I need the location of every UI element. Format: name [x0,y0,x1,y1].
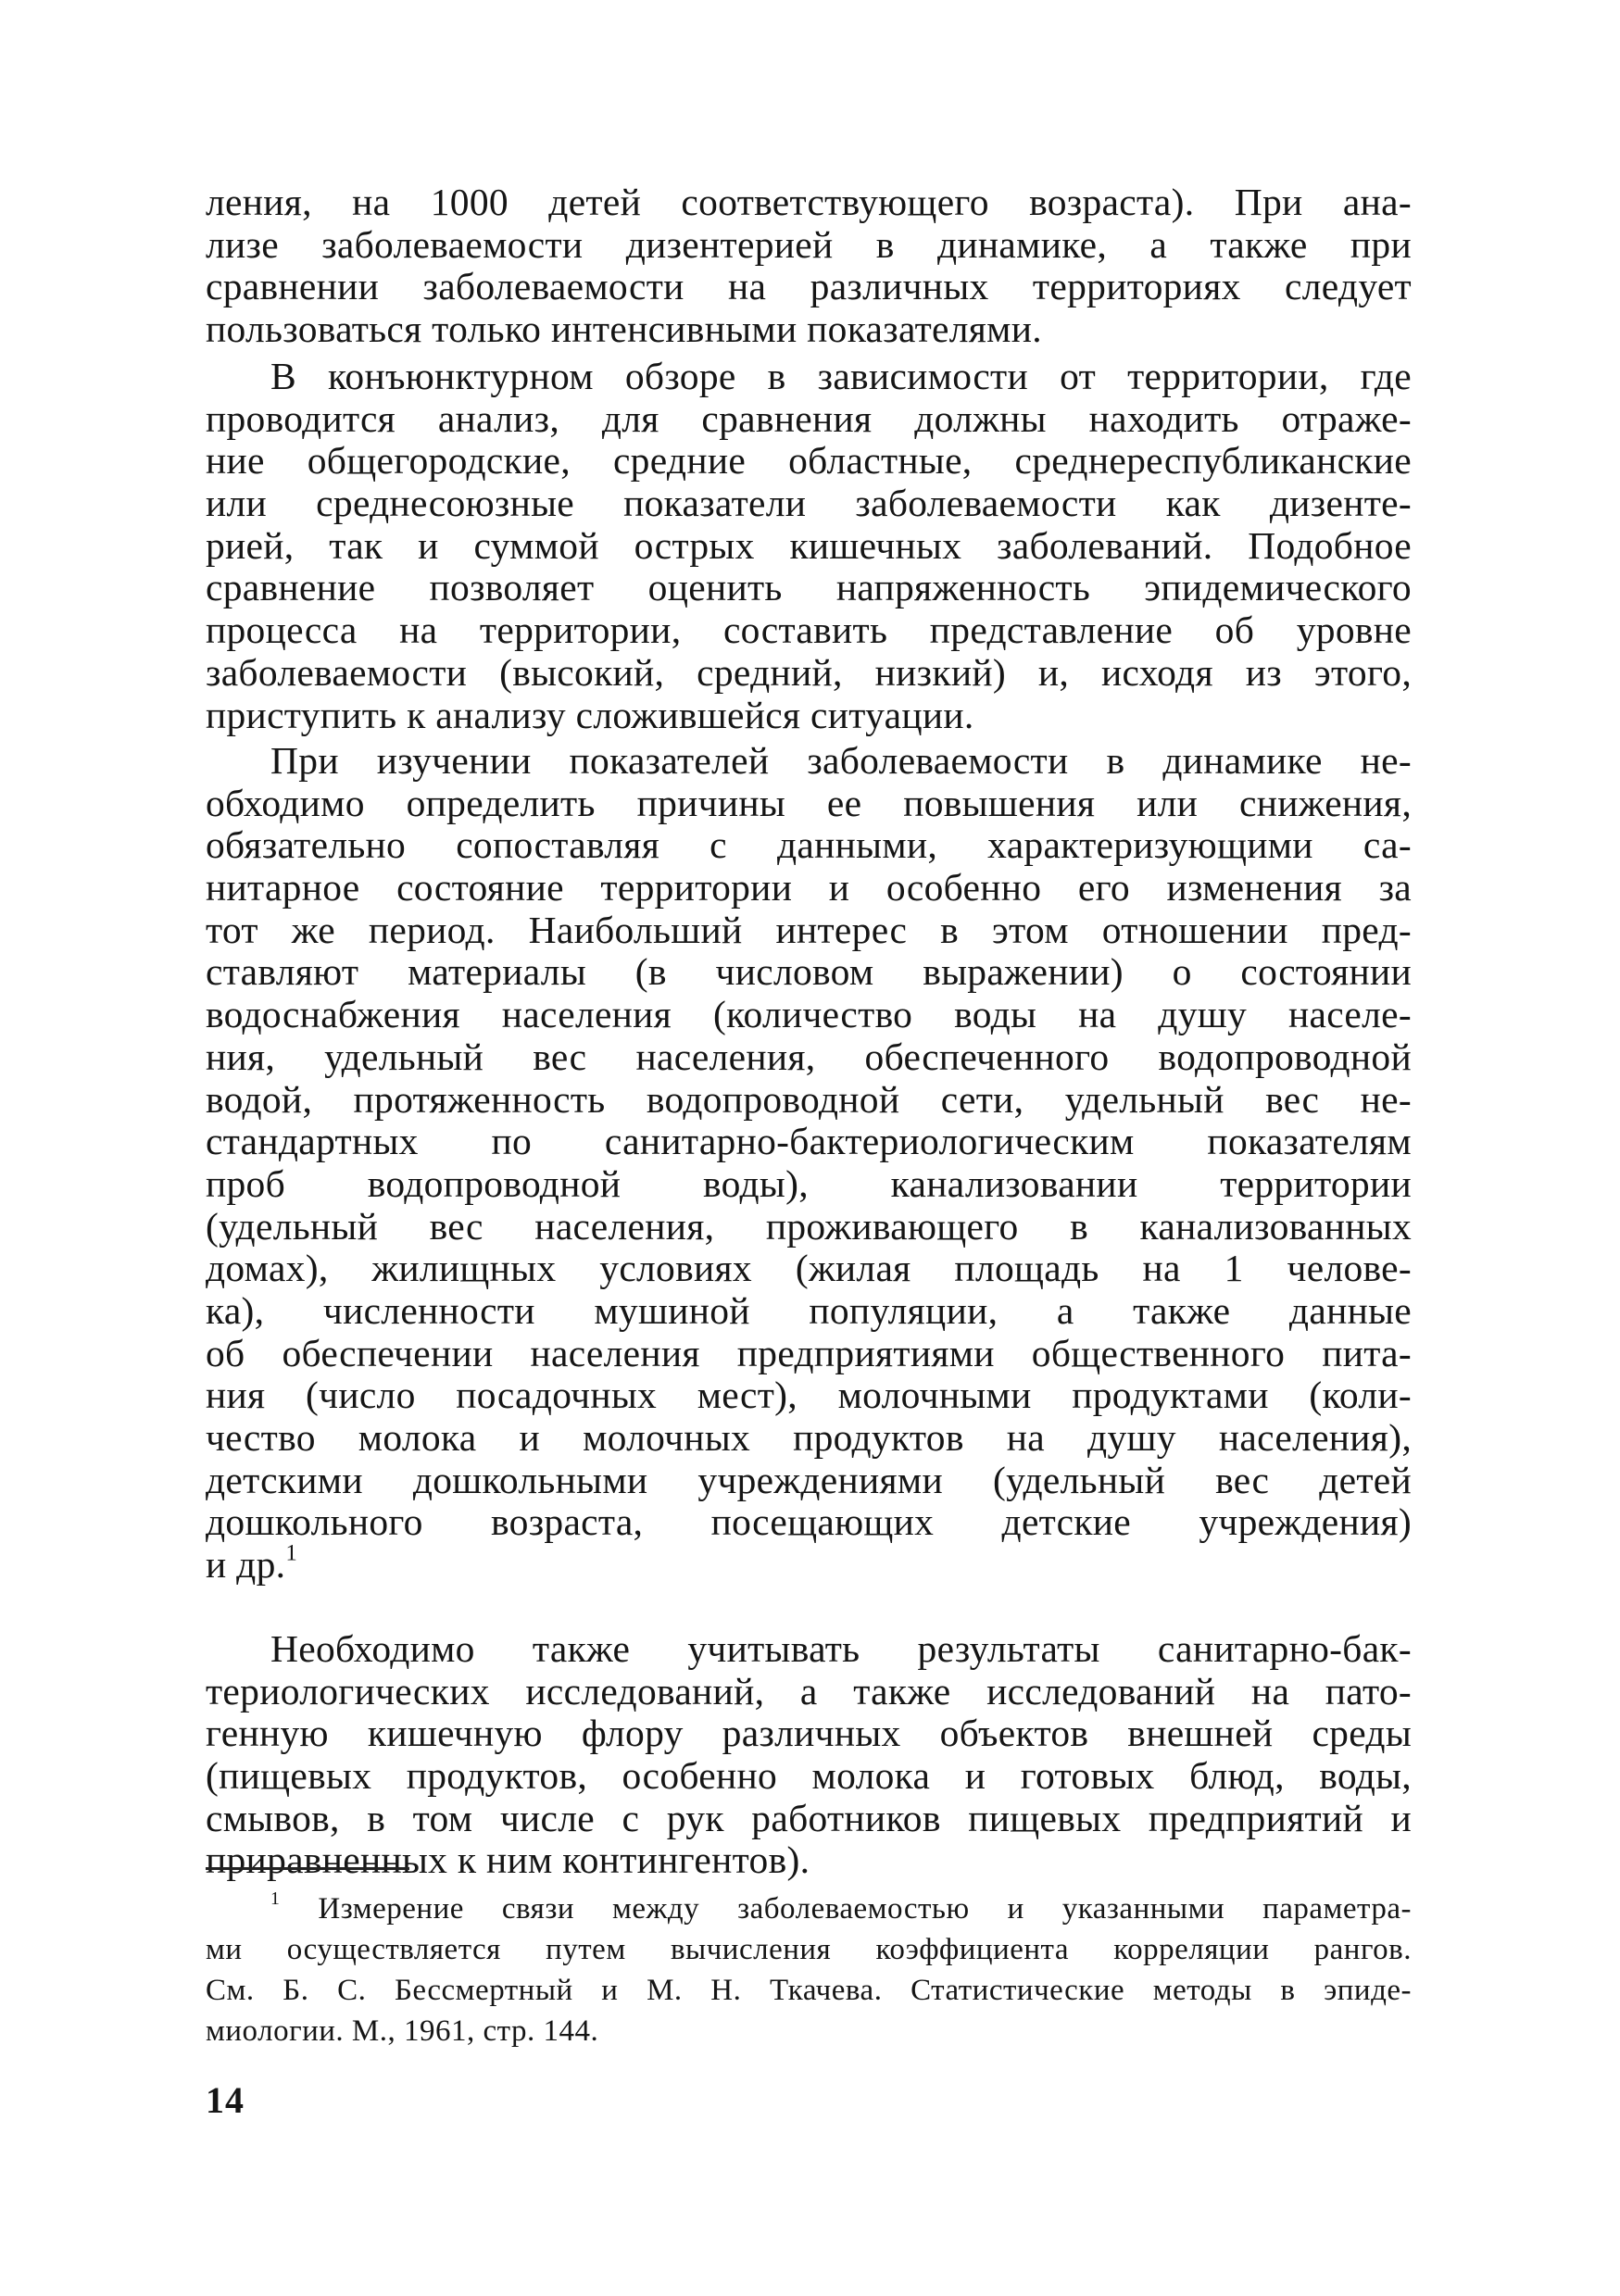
text-line: приступить к анализу сложившейся ситуации. [206,693,974,736]
text-line: ния (число посадочных мест), молочными продуктами (коли- [206,1374,1412,1417]
text-line: обязательно сопоставляя с данными, характеризующими са- [206,823,1412,867]
text-line: ления, на 1000 детей соответствующего возраста). При ана- [206,181,1412,223]
text-line: сравнении заболеваемости на различных территориях следует [206,265,1412,308]
text-line: дошкольного возраста, посещающих детские учреждения) [206,1500,1412,1544]
text-line: (удельный вес населения, проживающего в канализованных [206,1204,1412,1248]
text-line: рией, так и суммой острых кишечных заболеваний. Подобное [206,523,1412,567]
text-line: проб водопроводной воды), канализовании территории [206,1161,1412,1205]
text-line: стандартных по санитарно-бактериологическим показателям [206,1120,1412,1163]
footnote-divider [206,1867,409,1870]
text-line: смывов, в том числе с рук работников пищевых предприятий и [206,1796,1412,1839]
footnote-line: См. Б. С. Бессмертный и М. Н. Ткачева. Статистические методы в эпиде- [206,1974,1412,2007]
footnote-line: ми осуществляется путем вычисления коэффициента корреляции рангов. [206,1933,1412,1966]
text-line: домах), жилищных условиях (жилая площадь на 1 челове- [206,1247,1412,1290]
text-line: ка), численности мушиной популяции, а также данные [206,1288,1412,1332]
text-line: чество молока и молочных продуктов на душу населения), [206,1416,1412,1459]
text-line: При изучении показателей заболеваемости в динамике не- [270,739,1412,782]
text-line: процесса на территории, составить представление об уровне [206,609,1412,652]
text-line: ния, удельный вес населения, обеспеченного водопроводной [206,1035,1412,1078]
footnote [206,1888,1412,2051]
text-line: нитарное состояние территории и особенно его изменения за [206,866,1412,910]
text-line: сравнение позволяет оценить напряженность эпидемического [206,566,1412,609]
text-line: водоснабжения населения (количество воды на душу населе- [206,993,1412,1036]
text-line: проводится анализ, для сравнения должны находить отраже- [206,396,1412,440]
footnote-line: миологии. М., 1961, стр. 144. [206,2014,599,2048]
text-line: детскими дошкольными учреждениями (удельный вес детей [206,1458,1412,1501]
text-line: пользоваться только интенсивными показателями. [206,307,1042,351]
text-line: или среднесоюзные показатели заболеваемости как дизенте- [206,482,1412,525]
text-line: обходимо определить причины ее повышения или снижения, [206,781,1412,824]
paragraph-1 [206,182,1412,351]
text-line: ние общегородские, средние областные, среднереспубликанские [206,439,1412,483]
page-number: 14 [206,2079,245,2121]
paragraph-4 [206,1628,1412,1882]
text-line: (пищевых продуктов, особенно молока и готовых блюд, воды, [206,1754,1412,1798]
text-line: тот же период. Наибольший интерес в этом отношении пред- [206,908,1412,951]
text-line: териологических исследований, а также исследований на пато- [206,1669,1412,1713]
text-line: приравненных к ним контингентов). [206,1838,810,1882]
footnote-ref-marker: 1 [285,1540,298,1566]
text-line: заболеваемости (высокий, средний, низкий) и, исходя из этого, [206,650,1412,694]
text-line: генную кишечную флору различных объектов внешней среды [206,1712,1412,1755]
footnote-marker: 1 [270,1888,281,1910]
text-line: Необходимо также учитывать результаты санитарно-бак- [270,1627,1412,1670]
text-line: водой, протяженность водопроводной сети, удельный вес не- [206,1077,1412,1121]
paragraph-2 [206,356,1412,736]
text-line: В конъюнктурном обзоре в зависимости от территории, где [270,355,1412,397]
text-line-with-footnote-ref [206,1540,1412,1587]
text-line: об обеспечении населения предприятиями общественного пита- [206,1331,1412,1374]
footnote-line-text: Измерение связи между заболеваемостью и указанными параметра- [318,1892,1413,1926]
footnote-line [206,1888,1412,1929]
text-line: лизе заболеваемости дизентерией в динамике, а также при [206,222,1412,266]
text-line-content: и др. [206,1543,286,1587]
paragraph-3 [206,740,1412,1587]
text-line: ставляют материалы (в числовом выражении) о состоянии [206,950,1412,994]
